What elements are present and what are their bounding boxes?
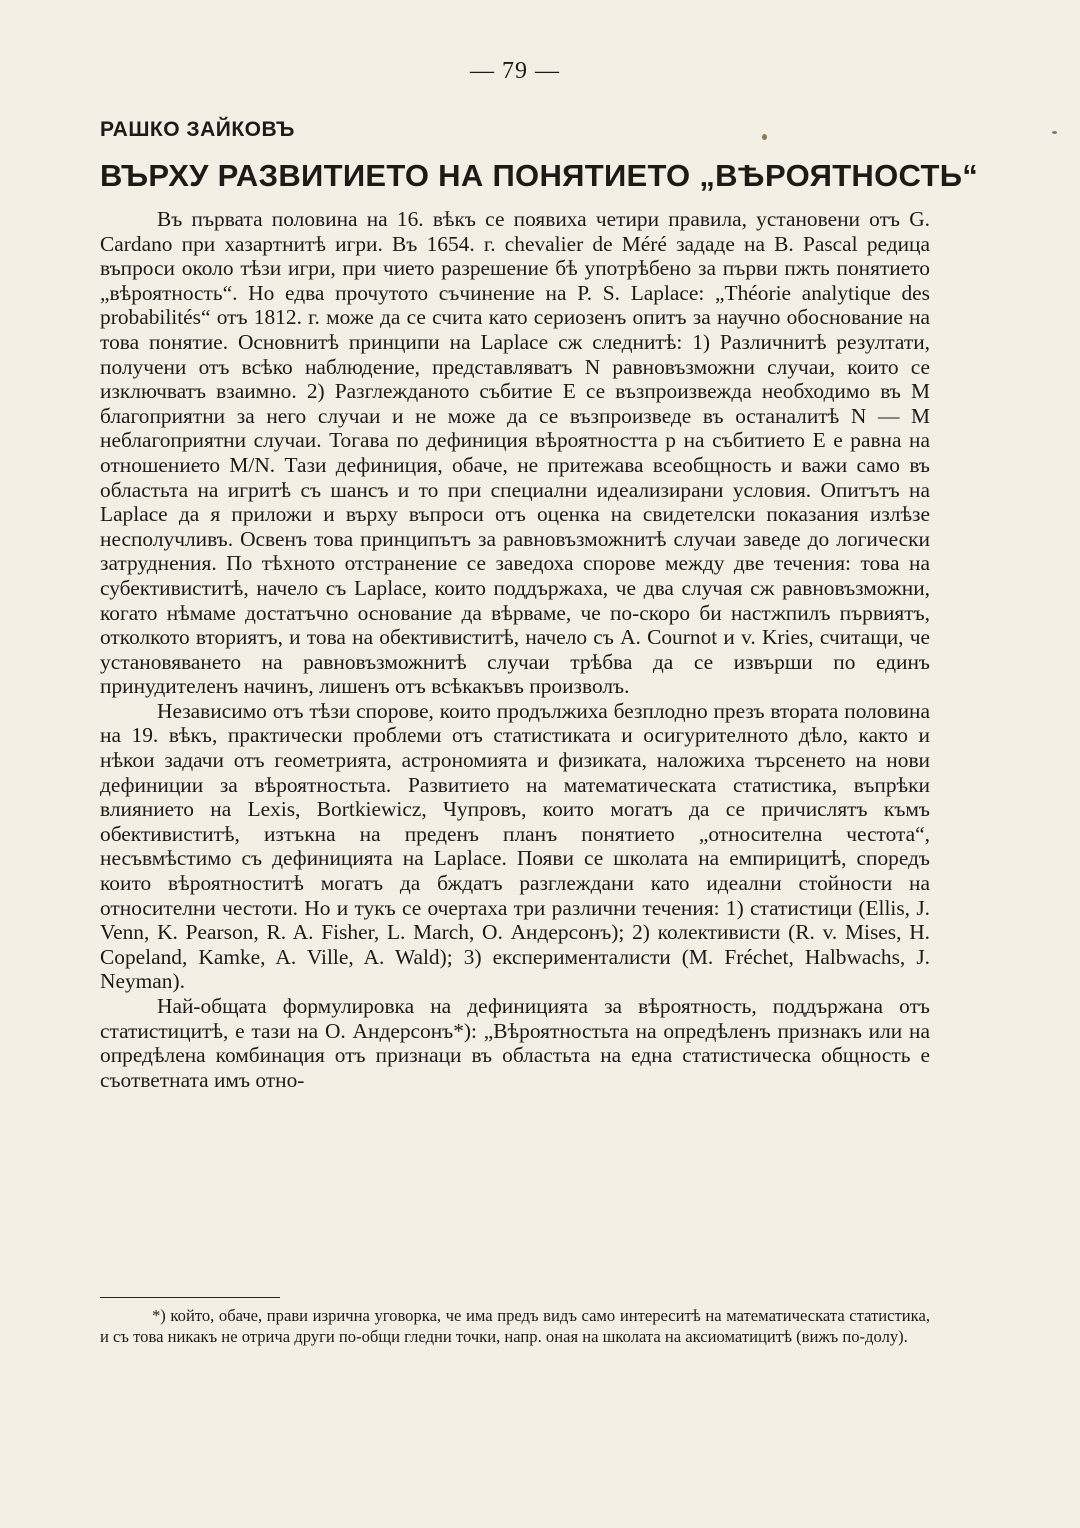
article-title: ВЪРХУ РАЗВИТИЕТО НА ПОНЯТИЕТО „ВѢРОЯТНОСТЬ“ [100,158,979,193]
author-name: РАШКО ЗАЙКОВЪ [100,118,295,141]
article-body [100,207,930,1092]
footnote [100,1306,930,1347]
body-paragraph-3: Най-общата формулировка на дефиницията за вѣроятность, поддържана отъ статистицитѣ, е тази на O. Андерсонъ*): „Вѣроятностьта на опредѣленъ признакъ или на опредѣлена комбинация отъ признаци въ областьта на една статистическа общность е съответната имъ отно- [100,994,930,1092]
body-paragraph-2: Независимо отъ тѣзи спорове, които продължиха безплодно презъ втората половина на 19. вѣкъ, практически проблеми отъ статистиката и осигурителното дѣло, както и нѣкои задачи отъ геометрията, астрономията и физиката, наложиха търсенето на нови дефиниции за вѣроятностьта. Развитието на математическата статистика, въпрѣки влиянието на Lexis, Bortkiewicz, Чупровъ, които могатъ да се причислятъ къмъ обективиститѣ, изтъкна на преденъ планъ понятието „относителна честота“, несъвмѣстимо съ дефиницията на Laplace. Появи се школата на емпирицитѣ, споредъ които вѣроятноститѣ могатъ да бждатъ разглеждани като идеални стойности на относителни честоти. Но и тукъ се очертаха три различни течения: 1) статистици (Ellis, J. Venn, K. Pearson, R. A. Fisher, L. March, O. Андерсонъ); 2) колективисти (R. v. Mises, H. Copeland, Kamke, A. Ville, A. Wald); 3) експерименталисти (M. Fréchet, Halbwachs, J. Neyman). [100,698,930,994]
footnote-text: *) който, обаче, прави изрична уговорка, че има предъ видъ само интереситѣ на математическата статистика, и съ това никакъ не отрича други по-общи гледни точки, напр. оная на школата на аксиоматицитѣ (вижъ по-долу). [100,1306,930,1346]
body-paragraph-1: Въ първата половина на 16. вѣкъ се появиха четири правила, установени отъ G. Cardano при хазартнитѣ игри. Въ 1654. г. chevalier de Méré зададе на B. Pascal редица въпроси около тѣзи игри, при чието разрешение бѣ употрѣбено за първи пжть понятието „вѣроятность“. Но едва прочутото съчинение на P. S. Laplace: „Théorie analytique des probabilités“ отъ 1812. г. може да се счита като сериозенъ опитъ за научно обоснование на това понятие. Основнитѣ принципи на Laplace сж следнитѣ: 1) Различнитѣ резултати, получени отъ всѣко наблюдение, представляватъ N равновъзможни случаи, които се изключватъ взаимно. 2) Разглежданото събитие E се възпроизвежда необходимо въ M благоприятни за него случаи и не може да се възпроизведе въ останалитѣ N — M неблагоприятни случаи. Тогава по дефиниция вѣроятността p на събитието E е равна на отношението M/N. Тази дефиниция, обаче, не притежава всеобщность и важи само въ областьта на игритѣ съ шансъ и то при специални идеализирани условия. Опитътъ на Laplace да я приложи и върху въпроси отъ оценка на свидетелски показания излѣзе несполучливъ. Освенъ това принципътъ за равновъзможнитѣ случаи заведе до логически затруднения. По тѣхното отстранение се заведоха спорове между две течения: това на субективиститѣ, начело съ Laplace, които поддържаха, че два случая сж равновъзможни, когато нѣмаме достатъчно основание да вѣрваме, че по-скоро би настжпилъ първиятъ, отколкото вториятъ, и това на обективиститѣ, начело съ A. Cournot и v. Kries, считащи, че установяването на равновъзможнитѣ случаи трѣбва да се извърши по единъ принудителенъ начинъ, лишенъ отъ всѣкакъвъ произволъ. [100,207,930,699]
footnote-rule [100,1297,280,1298]
paper-speck [1052,131,1057,134]
paper-speck [762,134,767,140]
page-number: — 79 — [470,58,560,84]
